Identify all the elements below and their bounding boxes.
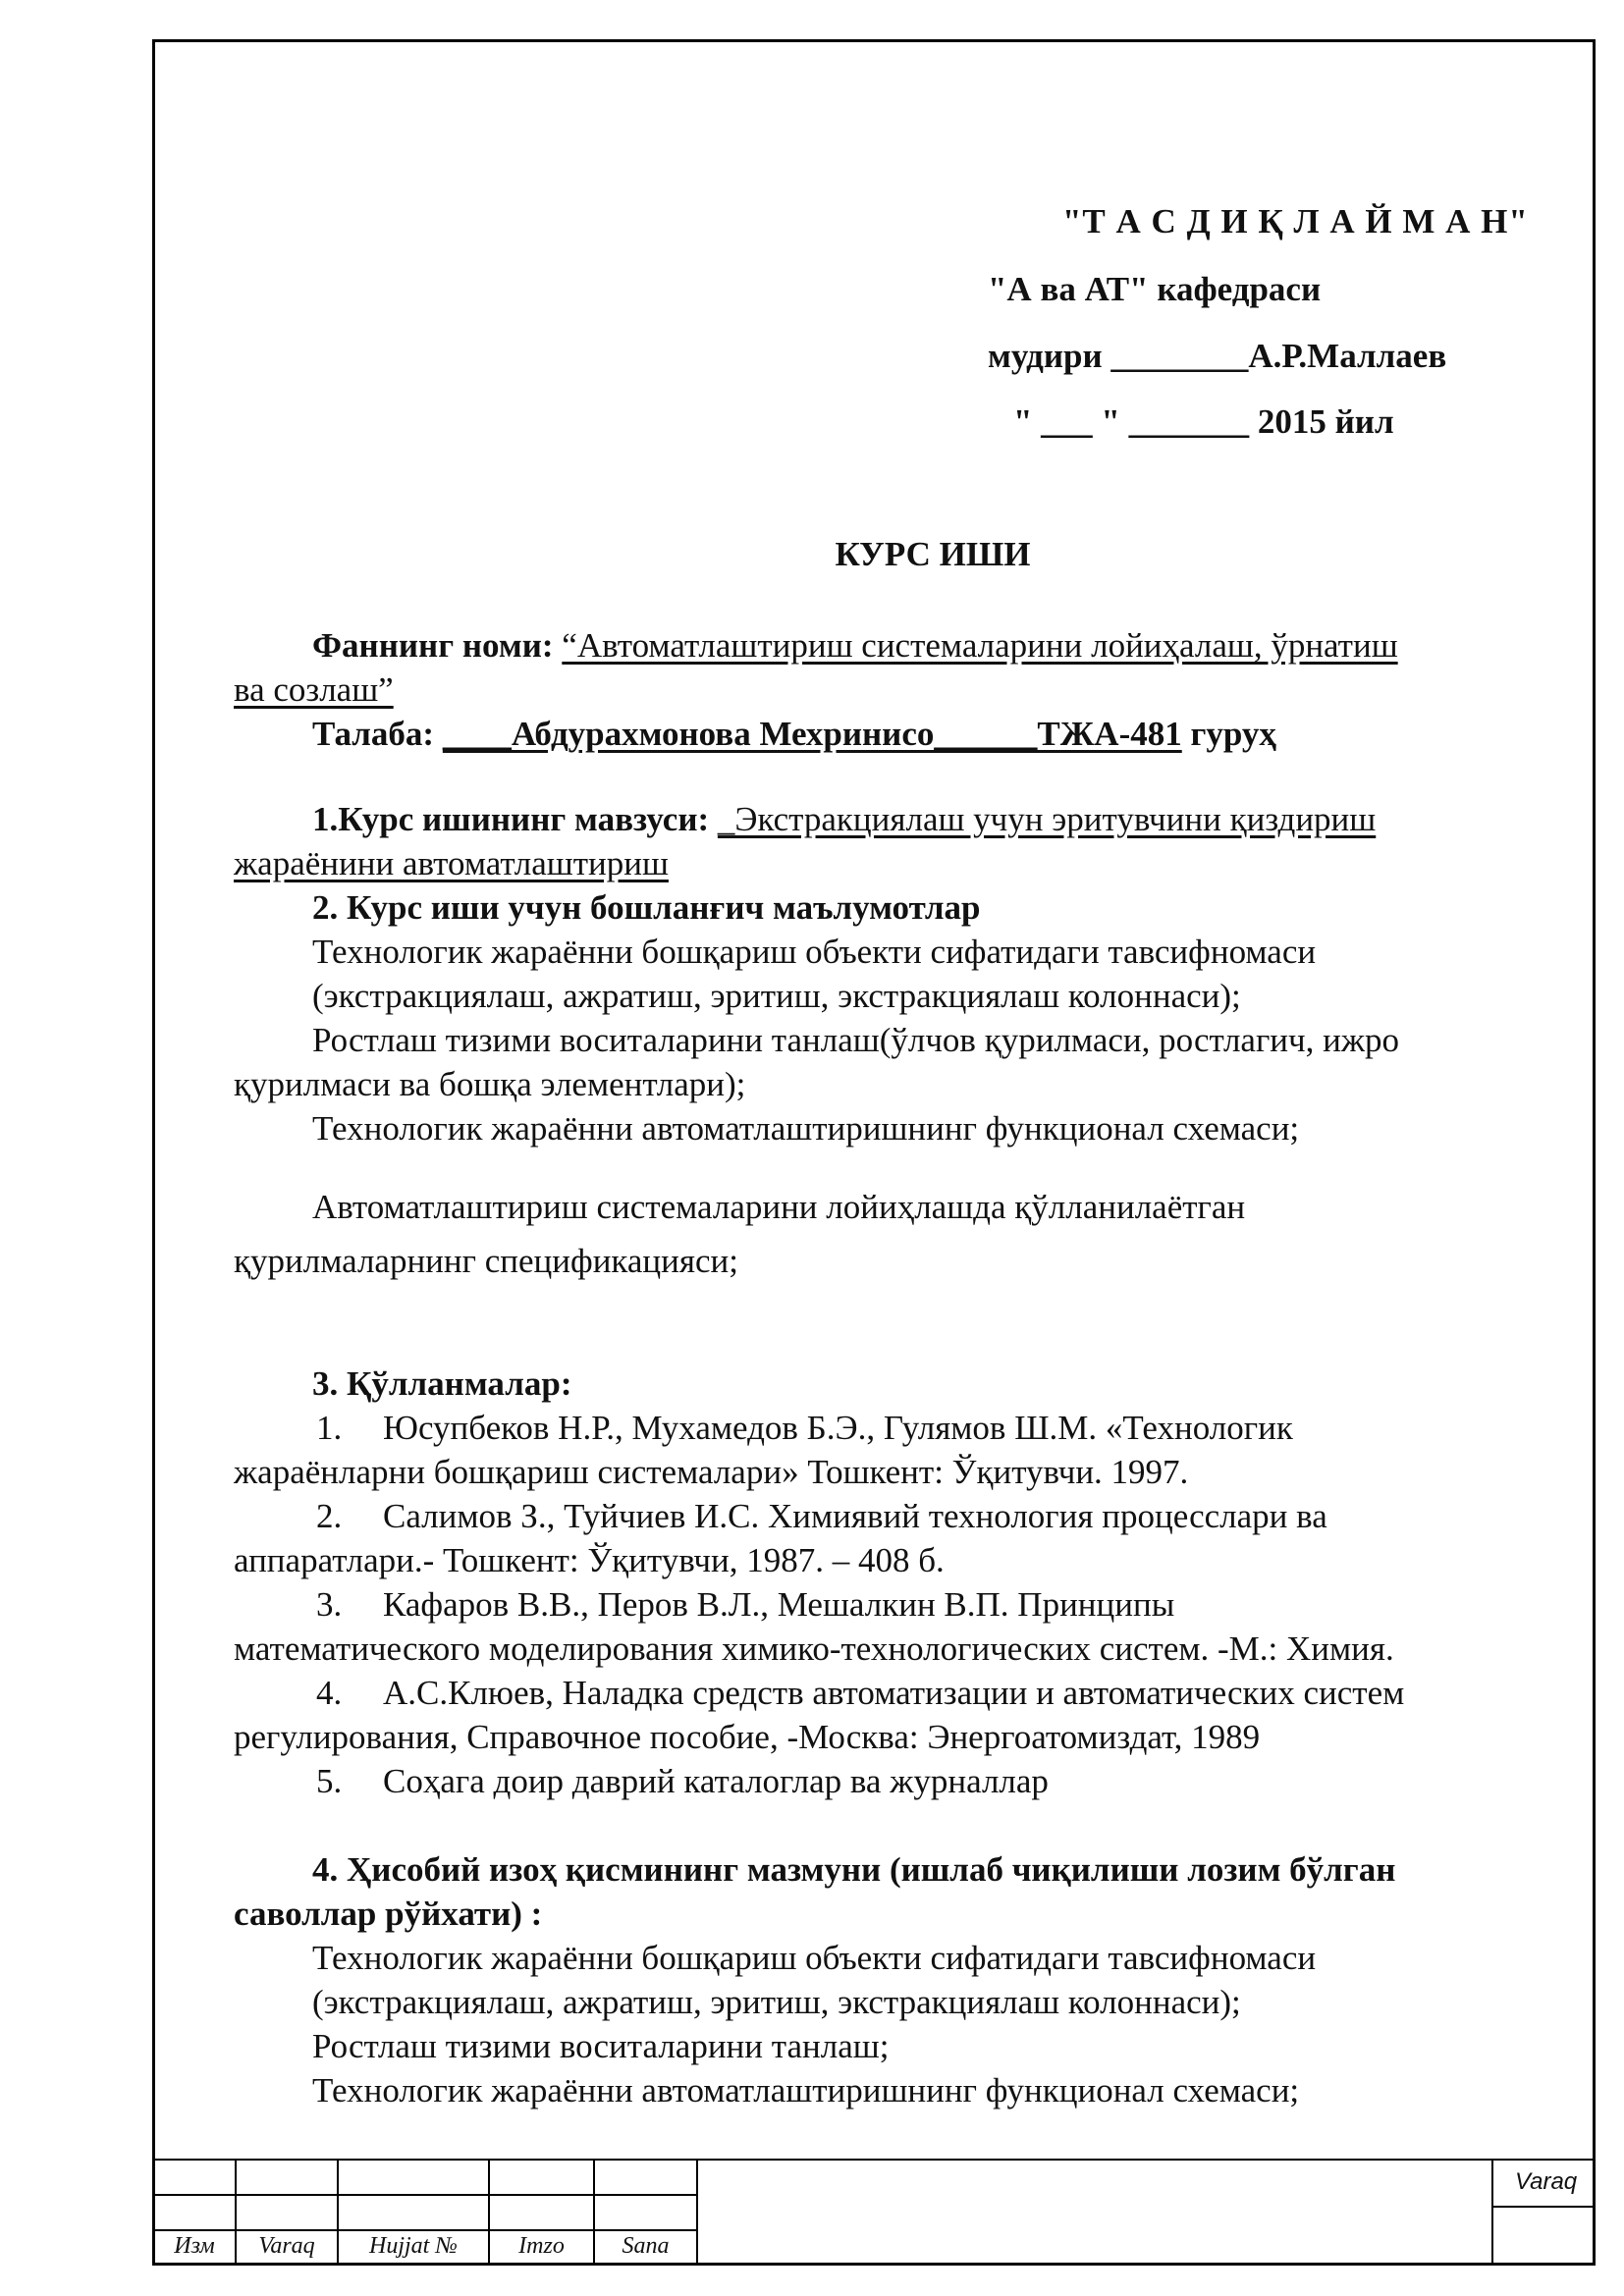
reference-text: регулирования, Справочное пособие, -Москва: Энергоатомиздат, 1989	[234, 1718, 1261, 1756]
reference-text: Соҳага доир даврий каталоглар ва журналлар	[383, 1762, 1049, 1800]
section3-heading: 3. Қўлланмалар:	[312, 1364, 572, 1403]
topic-value-2: жараёнини автоматлаштириш	[234, 844, 669, 882]
section4-heading-cont: саволлар рўйхати) :	[234, 1895, 543, 1933]
topic-label: 1.Курс ишининг мавзуси:	[312, 800, 710, 838]
section2-line: қурилмаларнинг спецификацияси;	[234, 1242, 738, 1280]
stamp-col-imzo: Imzo	[518, 2233, 565, 2259]
approval-head-signature: мудири ________А.Р.Маллаев	[988, 337, 1447, 375]
subject-label: Фаннинг номи:	[312, 626, 554, 665]
stamp-col-izm: Изм	[174, 2233, 215, 2259]
stamp-col-varaq: Varaq	[258, 2233, 315, 2259]
reference-number: 5.	[316, 1762, 343, 1800]
reference-text: Юсупбеков Н.Р., Мухамедов Б.Э., Гулямов Ш.М. «Технологик	[383, 1409, 1293, 1447]
section2-line: Ростлаш тизими воситаларини танлаш(ўлчов қурилмаси, ростлагич, ижро	[312, 1021, 1400, 1059]
section2-line: Автоматлаштириш системаларини лойиҳлашда қўлланилаётган	[312, 1188, 1246, 1226]
stamp-sheet-label: Varaq	[1515, 2168, 1578, 2195]
reference-number: 2.	[316, 1497, 343, 1535]
reference-text: математического моделирования химико-технологических систем. -М.: Химия.	[234, 1629, 1394, 1668]
section4-line: Технологик жараённи автоматлаштиришнинг функционал схемаси;	[312, 2071, 1300, 2109]
student-line	[312, 712, 1276, 756]
reference-text: А.С.Клюев, Наладка средств автоматизации и автоматических систем	[383, 1674, 1405, 1712]
approval-date: " ___ " _______ 2015 йил	[1013, 402, 1394, 441]
student-group-suffix: гуруҳ	[1190, 715, 1276, 753]
section2-line: Технологик жараённи автоматлаштиришнинг функционал схемаси;	[312, 1109, 1300, 1148]
section2-line: (экстракциялаш, ажратиш, эритиш, экстракциялаш колоннаси);	[312, 977, 1241, 1015]
reference-text: Салимов З., Туйчиев И.С. Химиявий технология процесслари ва	[383, 1497, 1327, 1535]
reference-number: 4.	[316, 1674, 343, 1712]
reference-number: 1.	[316, 1409, 343, 1447]
section2-line: Технологик жараённи бошқариш объекти сифатидаги тавсифномаси	[312, 933, 1317, 971]
title-block-stamp	[154, 2159, 1593, 2263]
approval-department: "А ва АТ" кафедраси	[988, 270, 1322, 308]
stamp-col-sana: Sana	[622, 2233, 670, 2259]
student-label: Талаба:	[312, 715, 435, 753]
approval-heading: "Т А С Д И Қ Л А Й М А Н"	[1062, 202, 1529, 240]
document-title	[152, 532, 1624, 576]
reference-text: аппаратлари.- Тошкент: Ўқитувчи, 1987. – 408 б.	[234, 1541, 945, 1579]
section4-line: (экстракциялаш, ажратиш, эритиш, экстракциялаш колоннаси);	[312, 1983, 1241, 2021]
document-title-text: КУРС ИШИ	[835, 535, 1031, 573]
section2-heading: 2. Курс иши учун бошланғич маълумотлар	[312, 888, 981, 927]
section4-heading: 4. Ҳисобий изоҳ қисмининг мазмуни (ишлаб чиқилиши лозим бўлган	[312, 1850, 1396, 1889]
reference-number: 3.	[316, 1585, 343, 1624]
topic-line	[312, 797, 1376, 841]
reference-text: Кафаров В.В., Перов В.Л., Мешалкин В.П. Принципы	[383, 1585, 1175, 1624]
subject-line	[312, 623, 1398, 667]
topic-value-1: _Экстракциялаш учун эритувчини қиздириш	[717, 800, 1377, 838]
section4-line: Ростлаш тизими воситаларини танлаш;	[312, 2027, 890, 2065]
student-name: ____Абдурахмонова Мехринисо______ТЖА-481	[442, 715, 1182, 753]
section4-line: Технологик жараённи бошқариш объекти сифатидаги тавсифномаси	[312, 1939, 1317, 1977]
reference-text: жараёнларни бошқариш системалари» Тошкент: Ўқитувчи. 1997.	[234, 1453, 1189, 1491]
subject-value-2: ва созлаш”	[234, 670, 394, 709]
section2-line: қурилмаси ва бошқа элементлари);	[234, 1065, 746, 1103]
subject-value-1: “Автоматлаштириш системаларини лойиҳалаш, ўрнатиш	[562, 626, 1398, 665]
stamp-col-hujjat: Hujjat №	[369, 2233, 458, 2259]
